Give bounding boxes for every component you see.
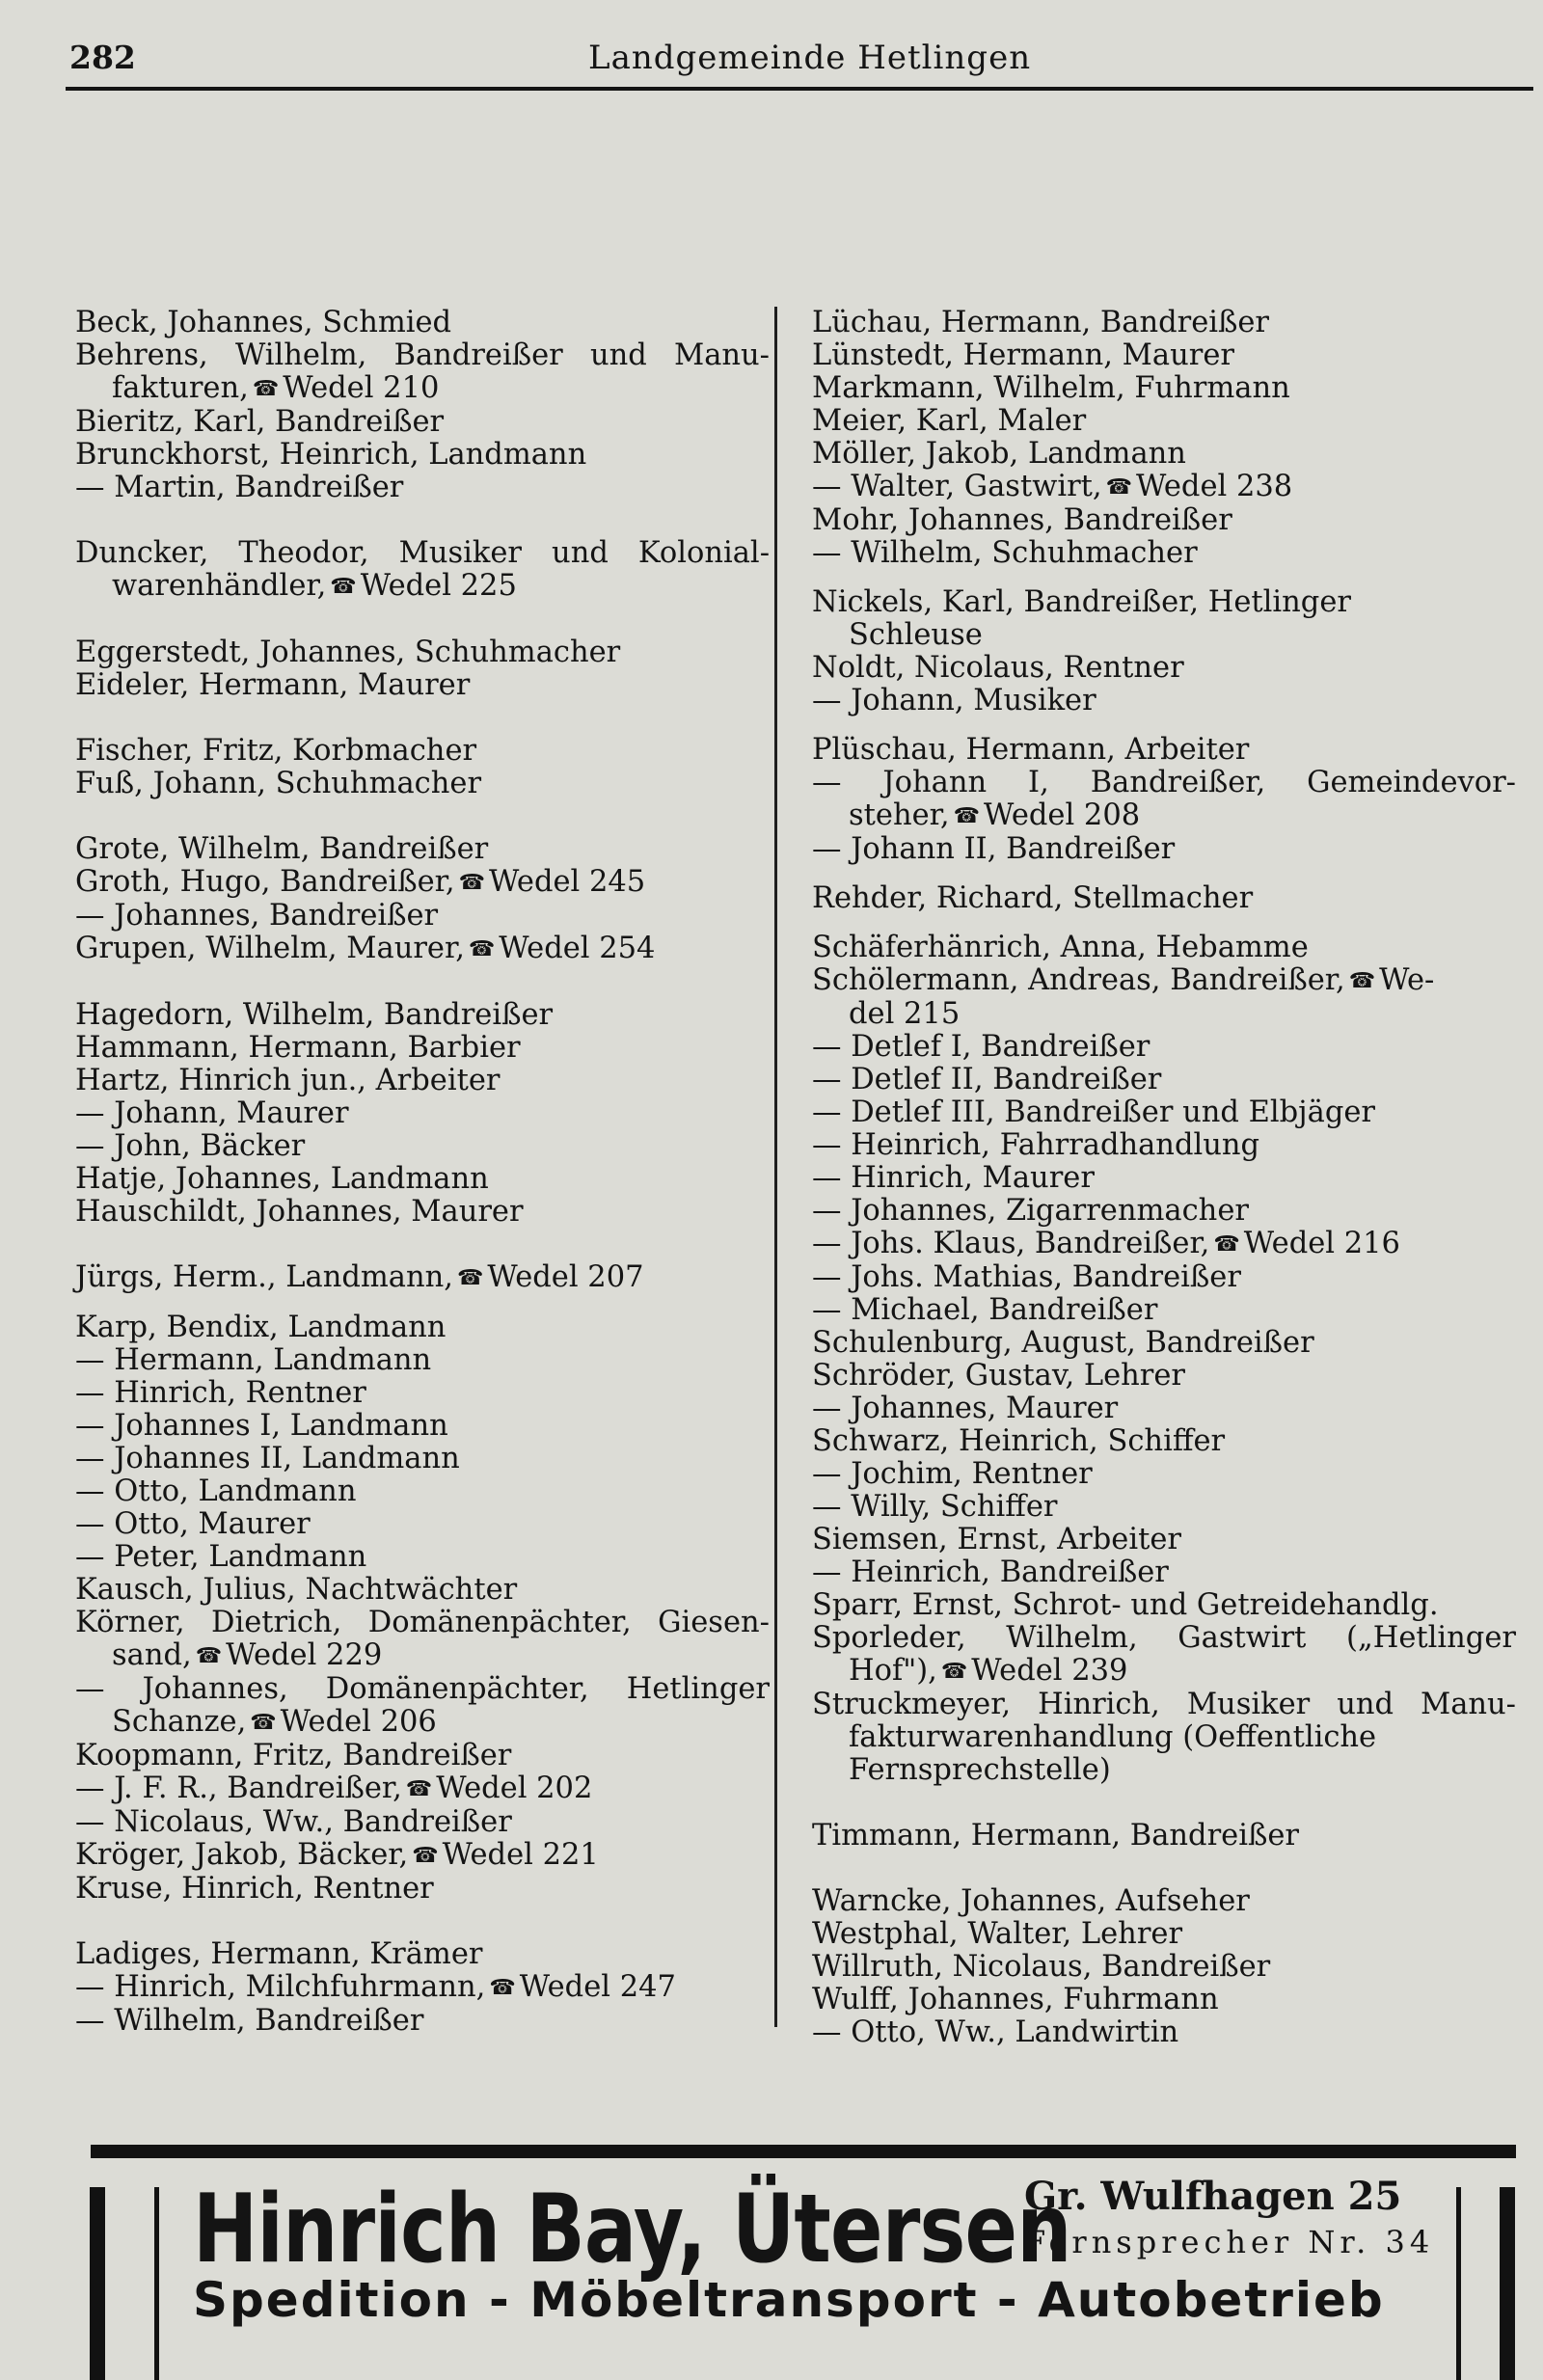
entry-phone: Wedel 207: [487, 1260, 644, 1294]
entry-text: fakturwarenhandlung (Oeffentliche: [849, 1720, 1377, 1754]
entry-text: Fernsprechstelle): [849, 1753, 1111, 1787]
advertisement-address: Gr. Wulfhagen 25: [1024, 2174, 1402, 2219]
advertisement-top-rule: [91, 2145, 1516, 2158]
entry-word: Gemeindevor-: [1307, 766, 1516, 799]
entry-text: Schulenburg, August, Bandreißer: [812, 1326, 1314, 1360]
directory-entry: [812, 2016, 1516, 2049]
left-column: [75, 307, 770, 2038]
entry-text: Schäferhänrich, Anna, Hebamme: [812, 931, 1309, 964]
directory-entry: [75, 339, 770, 372]
entry-phone: Wedel 238: [1136, 470, 1293, 503]
directory-entry: [75, 833, 770, 866]
directory-entry: [75, 1673, 770, 1706]
advertisement-services: Spedition - Möbeltransport - Autobetrieb: [193, 2272, 1385, 2328]
entry-text: — Hermann, Landmann: [75, 1343, 432, 1377]
entry-text: Jürgs, Herm., Landmann,: [75, 1260, 453, 1294]
directory-entry: [812, 882, 1516, 915]
directory-entry: [812, 372, 1516, 405]
entry-text: — Johs. Klaus, Bandreißer,: [812, 1227, 1210, 1260]
telephone-icon: ☎: [458, 871, 486, 895]
entry-text: Koopmann, Fritz, Bandreißer: [75, 1739, 512, 1772]
directory-entry: [75, 1475, 770, 1508]
entry-text: steher,: [849, 798, 950, 832]
entry-word: Giesen-: [658, 1606, 770, 1639]
directory-entry: [812, 1820, 1516, 1853]
entry-text: — Wilhelm, Schuhmacher: [812, 536, 1198, 570]
telephone-icon: ☎: [456, 1266, 484, 1290]
entry-text: Hartz, Hinrich jun., Arbeiter: [75, 1064, 501, 1097]
entry-text: Schölermann, Andreas, Bandreißer,: [812, 963, 1345, 997]
entry-word: und: [1337, 1688, 1394, 1721]
entry-word: Kolonial-: [637, 536, 770, 570]
entry-text: — Willy, Schiffer: [812, 1490, 1058, 1524]
directory-entry: [812, 1754, 1516, 1787]
page-number: 282: [69, 39, 136, 76]
directory-entry: [812, 1721, 1516, 1754]
entry-text: — Johann, Maurer: [75, 1096, 349, 1130]
entry-word: I,: [1028, 766, 1049, 799]
directory-entry: [75, 1065, 770, 1097]
directory-entry: [75, 1130, 770, 1163]
entry-word: Duncker,: [75, 536, 209, 570]
directory-entry: [812, 1294, 1516, 1327]
directory-entry: [812, 734, 1516, 767]
entry-text: — Otto, Maurer: [75, 1507, 311, 1541]
directory-entry: [75, 537, 770, 570]
entry-word: Manu-: [673, 338, 770, 372]
directory-entry: [812, 1491, 1516, 1524]
entry-text: fakturen,: [112, 371, 249, 405]
entry-phone: Wedel 210: [283, 371, 440, 405]
directory-entry: [75, 472, 770, 504]
entry-text: Meier, Karl, Maler: [812, 404, 1087, 438]
entry-word: Behrens,: [75, 338, 208, 372]
entry-text: — Detlef I, Bandreißer: [812, 1030, 1150, 1064]
directory-entry: [812, 1918, 1516, 1951]
telephone-icon: ☎: [330, 575, 357, 599]
entry-text: — Hinrich, Maurer: [812, 1161, 1095, 1195]
entry-text: — Wilhelm, Bandreißer: [75, 2004, 424, 2038]
entry-text: — Jochim, Rentner: [812, 1457, 1093, 1491]
directory-entry: [75, 636, 770, 669]
entry-text: — Johannes II, Landmann: [75, 1442, 460, 1475]
directory-entry: [75, 570, 770, 604]
entry-text: — Martin, Bandreißer: [75, 471, 404, 504]
directory-entry: [812, 1425, 1516, 1458]
page-title: Landgemeinde Hetlingen: [588, 39, 1032, 77]
directory-entry: [812, 1228, 1516, 1261]
entry-text: Hagedorn, Wilhelm, Bandreißer: [75, 998, 554, 1032]
entry-text: Bieritz, Karl, Bandreißer: [75, 405, 445, 439]
entry-text: Rehder, Richard, Stellmacher: [812, 881, 1254, 915]
advertisement-left-thin-bar: [154, 2187, 159, 2380]
directory-entry: [812, 767, 1516, 799]
entry-text: Kröger, Jakob, Bäcker,: [75, 1838, 409, 1872]
directory-entry: [812, 1031, 1516, 1064]
entry-text: Sparr, Ernst, Schrot- und Getreidehandlg.: [812, 1588, 1439, 1622]
entry-word: und: [589, 338, 647, 372]
directory-entry: [812, 652, 1516, 685]
entry-text: Hauschildt, Johannes, Maurer: [75, 1195, 524, 1229]
directory-entry: [75, 1032, 770, 1065]
entry-text: Timmann, Hermann, Bandreißer: [812, 1819, 1299, 1853]
directory-entry: [75, 1607, 770, 1639]
entry-word: Gastwirt: [1178, 1621, 1307, 1655]
entry-phone: Wedel 208: [983, 798, 1141, 832]
directory-entry: [812, 932, 1516, 964]
entry-text: — Johannes, Zigarrenmacher: [812, 1194, 1249, 1228]
entry-text: Kruse, Hinrich, Rentner: [75, 1872, 434, 1906]
entry-text: — John, Bäcker: [75, 1129, 306, 1163]
directory-entry: [75, 1344, 770, 1377]
entry-text: Grupen, Wilhelm, Maurer,: [75, 932, 465, 965]
entry-text: Schanze,: [112, 1705, 247, 1739]
telephone-icon: ☎: [940, 1660, 968, 1684]
entry-text: Möller, Jakob, Landmann: [812, 437, 1186, 471]
directory-entry: [812, 1458, 1516, 1491]
entry-text: Lünstedt, Hermann, Maurer: [812, 338, 1234, 372]
entry-word: —: [812, 766, 842, 799]
directory-entry: [812, 1096, 1516, 1129]
directory-entry: [812, 1261, 1516, 1294]
entry-phone: Wedel 254: [499, 932, 656, 965]
entry-word: Musiker: [398, 536, 522, 570]
telephone-icon: ☎: [953, 804, 980, 828]
directory-entry: [75, 2005, 770, 2038]
directory-entry: [75, 1938, 770, 1971]
directory-entry: [812, 1589, 1516, 1622]
entry-text: — Heinrich, Bandreißer: [812, 1555, 1169, 1589]
advertisement-left-bar: [90, 2187, 105, 2380]
directory-entry: [75, 1410, 770, 1443]
advertisement-company: Hinrich Bay, Ütersen: [193, 2175, 1071, 2285]
directory-entry: [75, 866, 770, 900]
directory-entry: [812, 1064, 1516, 1096]
directory-entry: [812, 1360, 1516, 1393]
directory-entry: [75, 900, 770, 933]
entry-word: Körner,: [75, 1606, 185, 1639]
telephone-icon: ☎: [250, 1711, 277, 1735]
entry-word: Johann: [882, 766, 988, 799]
entry-phone: Wedel 216: [1243, 1227, 1400, 1260]
directory-entry: [812, 998, 1516, 1031]
entry-text: — Nicolaus, Ww., Bandreißer: [75, 1805, 512, 1839]
entry-text: — Detlef II, Bandreißer: [812, 1063, 1162, 1096]
entry-text: — Otto, Ww., Landwirtin: [812, 2015, 1179, 2049]
directory-entry: [812, 1524, 1516, 1556]
entry-text: — Johann II, Bandreißer: [812, 832, 1176, 866]
directory-entry: [75, 1541, 770, 1574]
directory-entry: [75, 1163, 770, 1196]
entry-word: Struckmeyer,: [812, 1688, 1012, 1721]
directory-entry: [75, 1772, 770, 1806]
column-divider: [774, 307, 777, 2027]
directory-entry: [812, 619, 1516, 652]
directory-entry: [75, 1740, 770, 1772]
directory-entry: [75, 735, 770, 768]
entry-text: Schleuse: [849, 618, 983, 652]
entry-phone: Wedel 206: [280, 1705, 437, 1739]
entry-word: Manu-: [1420, 1688, 1516, 1721]
entry-word: Domänenpächter,: [367, 1606, 632, 1639]
telephone-icon: ☎: [1105, 475, 1133, 500]
entry-text: Willruth, Nicolaus, Bandreißer: [812, 1950, 1271, 1984]
directory-entry: [75, 1839, 770, 1873]
entry-text: — Detlef III, Bandreißer und Elbjäger: [812, 1095, 1375, 1129]
entry-word: Bandreißer,: [1090, 766, 1266, 799]
entry-word: Domänenpächter,: [325, 1672, 589, 1706]
entry-phone: Wedel 225: [360, 569, 517, 603]
entry-phone: Wedel 229: [226, 1638, 383, 1672]
entry-phone: We-: [1379, 963, 1435, 997]
entry-text: Eideler, Hermann, Maurer: [75, 668, 471, 702]
entry-text: Groth, Hugo, Bandreißer,: [75, 865, 455, 899]
telephone-icon: ☎: [195, 1644, 223, 1668]
entry-phone: Wedel 202: [436, 1771, 593, 1805]
entry-text: Markmann, Wilhelm, Fuhrmann: [812, 371, 1290, 405]
entry-phone: Wedel 247: [519, 1970, 676, 2004]
entry-text: Beck, Johannes, Schmied: [75, 306, 452, 339]
directory-entry: [812, 1393, 1516, 1425]
entry-text: Hammann, Hermann, Barbier: [75, 1031, 521, 1065]
entry-text: Brunckhorst, Heinrich, Landmann: [75, 438, 587, 472]
directory-entry: [75, 999, 770, 1032]
entry-word: Johannes,: [142, 1672, 288, 1706]
entry-phone: Wedel 245: [489, 865, 646, 899]
entry-text: — Walter, Gastwirt,: [812, 470, 1102, 503]
directory-entry: [812, 1951, 1516, 1984]
telephone-icon: ☎: [252, 377, 280, 401]
directory-entry: [75, 1806, 770, 1839]
entry-text: Eggerstedt, Johannes, Schuhmacher: [75, 636, 621, 669]
telephone-icon: ☎: [405, 1777, 433, 1801]
directory-entry: [75, 1971, 770, 2005]
entry-word: Dietrich,: [211, 1606, 342, 1639]
directory-entry: [75, 1574, 770, 1607]
entry-text: Warncke, Johannes, Aufseher: [812, 1884, 1250, 1918]
telephone-icon: ☎: [468, 937, 496, 961]
entry-text: Lüchau, Hermann, Bandreißer: [812, 306, 1270, 339]
page-header: [68, 39, 1533, 87]
entry-phone: Wedel 221: [442, 1838, 599, 1872]
telephone-icon: ☎: [1348, 969, 1376, 993]
entry-text: warenhändler,: [112, 569, 327, 603]
entry-text: sand,: [112, 1638, 192, 1672]
entry-word: Wilhelm,: [234, 338, 367, 372]
entry-text: Kausch, Julius, Nachtwächter: [75, 1573, 518, 1607]
directory-entry: [812, 339, 1516, 372]
directory-entry: [75, 439, 770, 472]
entry-text: — Hinrich, Rentner: [75, 1376, 366, 1410]
directory-entry: [75, 307, 770, 339]
header-rule: [66, 87, 1533, 91]
entry-word: Wilhelm,: [1006, 1621, 1138, 1655]
directory-entry: [812, 799, 1516, 833]
directory-entry: [75, 1097, 770, 1130]
entry-text: Siemsen, Ernst, Arbeiter: [812, 1523, 1181, 1556]
telephone-icon: ☎: [489, 1976, 516, 2000]
directory-entry: [75, 1377, 770, 1410]
entry-text: — Johann, Musiker: [812, 684, 1096, 717]
directory-entry: [812, 1195, 1516, 1228]
directory-entry: [75, 1312, 770, 1344]
entry-text: Mohr, Johannes, Bandreißer: [812, 503, 1232, 537]
directory-entry: [812, 438, 1516, 471]
advertisement-right-bar: [1500, 2187, 1515, 2380]
directory-entry: [812, 307, 1516, 339]
directory-entry: [812, 1556, 1516, 1589]
directory-entry: [812, 504, 1516, 537]
entry-text: — Johannes, Maurer: [812, 1392, 1119, 1425]
entry-word: Sporleder,: [812, 1621, 966, 1655]
entry-word: Theodor,: [238, 536, 369, 570]
entry-text: — Johs. Mathias, Bandreißer: [812, 1260, 1241, 1294]
entry-text: — Johannes, Bandreißer: [75, 899, 439, 933]
directory-entry: [812, 1622, 1516, 1655]
directory-entry: [812, 1984, 1516, 2016]
directory-entry: [75, 372, 770, 406]
right-column: [812, 307, 1516, 2049]
advertisement-phone: Fernsprecher Nr. 34: [1024, 2224, 1435, 2260]
directory-entry: [812, 537, 1516, 570]
entry-text: Schröder, Gustav, Lehrer: [812, 1359, 1186, 1393]
entry-text: Ladiges, Hermann, Krämer: [75, 1937, 483, 1971]
entry-word: Hinrich,: [1038, 1688, 1160, 1721]
directory-entry: [812, 1129, 1516, 1162]
entry-text: — Peter, Landmann: [75, 1540, 367, 1574]
directory-entry: [812, 405, 1516, 438]
entry-word: Hetlinger: [626, 1672, 770, 1706]
directory-entry: [75, 933, 770, 966]
directory-entry: [75, 669, 770, 702]
entry-text: Schwarz, Heinrich, Schiffer: [812, 1424, 1226, 1458]
entry-text: — Otto, Landmann: [75, 1474, 357, 1508]
directory-entry: [812, 833, 1516, 866]
advertisement-right-thin-bar: [1456, 2187, 1461, 2380]
directory-entry: [812, 471, 1516, 504]
directory-entry: [812, 1655, 1516, 1689]
directory-entry: [75, 1706, 770, 1740]
entry-text: Nickels, Karl, Bandreißer, Hetlinger: [812, 585, 1351, 619]
entry-phone: Wedel 239: [971, 1654, 1128, 1688]
directory-entry: [75, 1261, 770, 1295]
entry-text: — Michael, Bandreißer: [812, 1293, 1158, 1327]
directory-entry: [75, 1639, 770, 1673]
entry-word: („Hetlinger: [1346, 1621, 1516, 1655]
entry-text: Fischer, Fritz, Korbmacher: [75, 734, 477, 768]
directory-entry: [812, 1885, 1516, 1918]
directory-entry: [812, 685, 1516, 717]
directory-entry: [812, 1327, 1516, 1360]
entry-text: Grote, Wilhelm, Bandreißer: [75, 832, 489, 866]
entry-text: — Heinrich, Fahrradhandlung: [812, 1128, 1260, 1162]
directory-entry: [75, 406, 770, 439]
directory-entry: [812, 1162, 1516, 1195]
entry-text: Westphal, Walter, Lehrer: [812, 1917, 1183, 1951]
entry-text: Noldt, Nicolaus, Rentner: [812, 651, 1184, 685]
entry-text: — J. F. R., Bandreißer,: [75, 1771, 402, 1805]
directory-entry: [812, 586, 1516, 619]
entry-text: Plüschau, Hermann, Arbeiter: [812, 733, 1250, 767]
directory-entry: [75, 1873, 770, 1906]
telephone-icon: ☎: [412, 1844, 439, 1868]
directory-entry: [75, 768, 770, 800]
entry-text: Hof"),: [849, 1654, 937, 1688]
entry-word: und: [552, 536, 609, 570]
entry-text: Karp, Bendix, Landmann: [75, 1311, 447, 1344]
entry-text: — Hinrich, Milchfuhrmann,: [75, 1970, 486, 2004]
directory-entry: [812, 1689, 1516, 1721]
entry-word: Musiker: [1186, 1688, 1311, 1721]
entry-word: —: [75, 1672, 105, 1706]
entry-text: Hatje, Johannes, Landmann: [75, 1162, 489, 1196]
entry-word: Bandreißer: [393, 338, 563, 372]
entry-text: — Johannes I, Landmann: [75, 1409, 448, 1443]
entry-text: Fuß, Johann, Schuhmacher: [75, 767, 482, 800]
entry-text: del 215: [849, 997, 961, 1031]
telephone-icon: ☎: [1213, 1232, 1240, 1257]
directory-entry: [75, 1508, 770, 1541]
entry-text: Wulff, Johannes, Fuhrmann: [812, 1983, 1219, 2016]
directory-entry: [75, 1443, 770, 1475]
directory-entry: [75, 1196, 770, 1229]
directory-entry: [812, 964, 1516, 998]
